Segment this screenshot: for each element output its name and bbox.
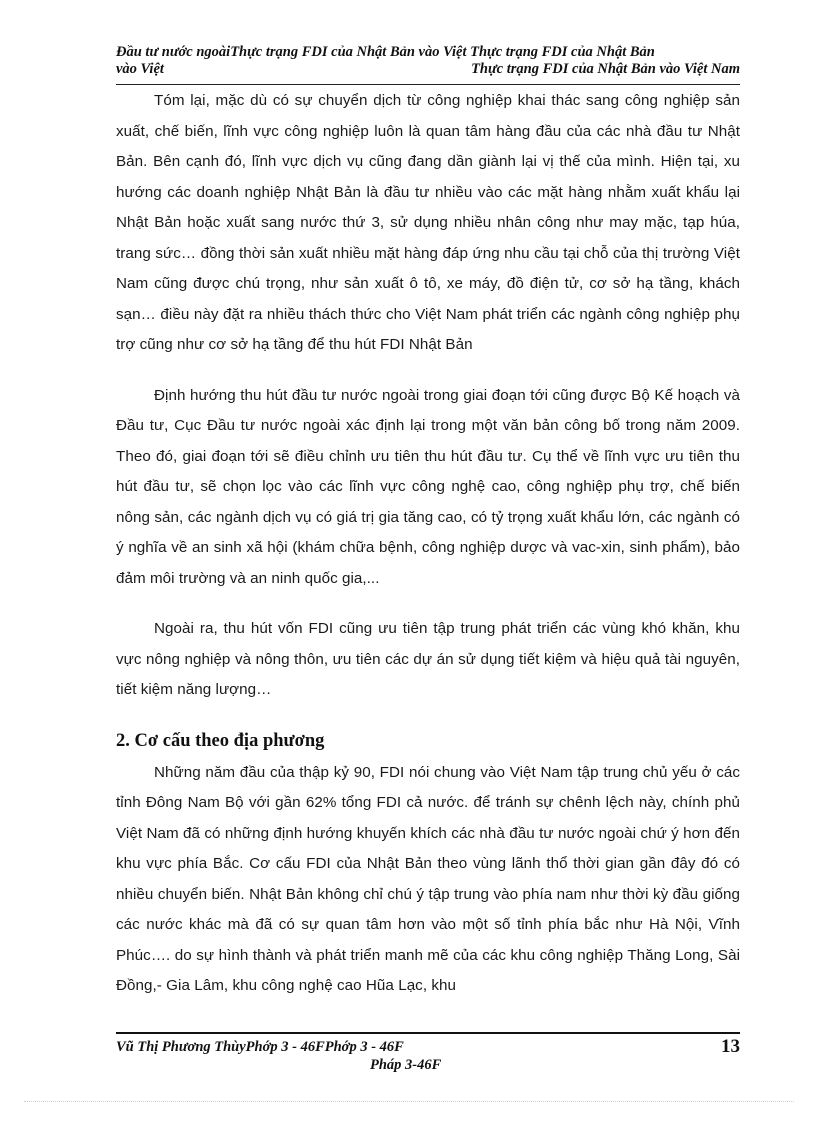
section-heading: 2. Cơ cấu theo địa phương [116, 730, 325, 751]
header-line2-right: Thực trạng FDI của Nhật Bản vào Việt Nam [471, 61, 740, 77]
header-divider [116, 84, 740, 85]
header-title-line2 [116, 61, 740, 78]
paragraph-investment-orientation: Định hướng thu hút đầu tư nước ngoài trong giai đoạn tới cũng được Bộ Kế hoạch và Đầu tư, Cục Đầu tư nước ngoài xác định lại trong một văn bản công bố trong năm 2009. Theo đó, giai đoạn tới sẽ điều chỉnh ưu tiên thu hút đầu tư. Cụ thể về lĩnh vực ưu tiên thu hút đầu tư, sẽ chọn lọc vào các lĩnh vực công nghệ cao, công nghiệp phụ trợ, chế biến nông sản, các ngành dịch vụ có giá trị gia tăng cao, có tỷ trọng xuất khẩu lớn, các ngành có ý nghĩa về an sinh xã hội (khám chữa bệnh, công nghiệp dược và vac-xin, sinh phẩm), bảo đảm môi trường và an ninh quốc gia,... [116, 386, 740, 587]
paragraph-summary: Tóm lại, mặc dù có sự chuyển dịch từ công nghiệp khai thác sang công nghiệp sản xuất, chế biến, lĩnh vực công nghiệp luôn là quan tâm hàng đầu của các nhà đầu tư Nhật Bản. Bên cạnh đó, lĩnh vực dịch vụ cũng đang dần giành lại vị thế của mình. Hiện tại, xu hướng các doanh nghiệp Nhật Bản là đầu tư nhiều vào các mặt hàng nhằm xuất khẩu lại Nhật Bản hoặc xuất sang nước thứ 3, sử dụng nhiều nhân công như may mặc, tạp húa, trang sức… đồng thời sản xuất nhiều mặt hàng đáp ứng nhu cầu tại chỗ của thị trường Việt Nam cũng được chú trọng, như sản xuất ô tô, xe máy, đồ điện tử, cơ sở hạ tầng, khách sạn… điều này đặt ra nhiều thách thức cho Việt Nam phát triển các ngành công nghiệp phụ trợ cũng như cơ sở hạ tầng để thu hút FDI Nhật Bản [116, 92, 740, 353]
page-footer [116, 1038, 740, 1074]
page-body [116, 86, 740, 1002]
paragraph-priority-regions: Ngoài ra, thu hút vốn FDI cũng ưu tiên tập trung phát triển các vùng khó khăn, khu vực nông nghiệp và nông thôn, ưu tiên các dự án sử dụng tiết kiệm và hiệu quả tài nguyên, tiết kiệm năng lượng… [116, 620, 740, 698]
page-bottom-dotted-line [24, 1101, 794, 1102]
footer-author: Vũ Thị Phương ThùyPhớp 3 - 46FPhớp 3 - 46F [116, 1039, 404, 1055]
page-number: 13 [721, 1036, 740, 1057]
paragraph-regional-structure: Những năm đầu của thập kỷ 90, FDI nói chung vào Việt Nam tập trung chủ yếu ở các tỉnh Đông Nam Bộ với gần 62% tổng FDI cả nước. để tránh sự chênh lệch này, chính phủ Việt Nam đã có những định hướng khuyến khích các nhà đầu tư nước ngoài chứ ý hơn đến khu vực phía Bắc. Cơ cấu FDI của Nhật Bản theo vùng lãnh thổ thời gian gần đây đó có nhiều chuyển biến. Nhật Bản không chỉ chú ý tập trung vào phía nam như thời kỳ đầu giống các nước khác mà đã có sự quan tâm hơn vào một số tỉnh phía bắc như Hà Nội, Vĩnh Phúc…. do sự hình thành và phát triển manh mẽ của các khu công nghiệp Thăng Long, Sài Đồng,- Gia Lâm, khu công nghệ cao Hũa Lạc, khu [116, 763, 740, 994]
header-line2-left: vào Việt [116, 61, 164, 77]
footer-class: Pháp 3-46F [370, 1057, 442, 1073]
page-header [116, 44, 740, 78]
footer-divider [116, 1032, 740, 1034]
header-title-line1: Đầu tư nước ngoàiThực trạng FDI của Nhật Bản vào Việt Thực trạng FDI của Nhật Bản [116, 44, 655, 60]
